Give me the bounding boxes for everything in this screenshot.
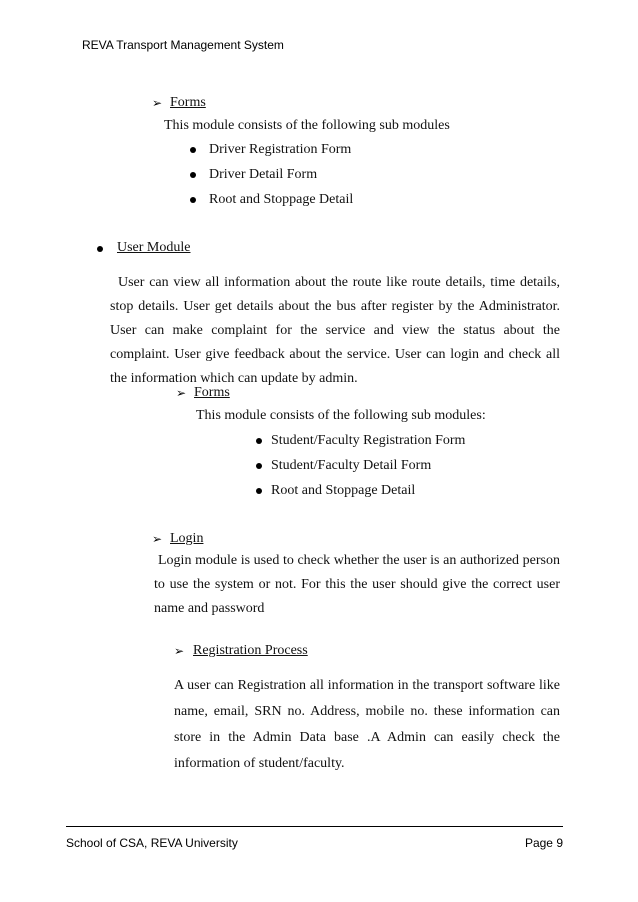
footer-divider — [66, 826, 563, 827]
page-number: Page 9 — [524, 836, 563, 850]
list-item: Driver Detail Form — [209, 167, 318, 182]
registration-paragraph: A user can Registration all information in the transport software like name, email, SRN no. Address, mobile no. these information can store in the Admin Data base .A Admin can easily check the information of student/faculty. — [174, 678, 560, 771]
bullet-icon — [97, 246, 103, 252]
registration-heading: Registration Process — [193, 643, 308, 658]
forms-heading: Forms — [194, 385, 230, 400]
arrow-bullet-icon: ➢ — [176, 386, 187, 400]
forms-intro: This module consists of the following sub modules — [164, 118, 450, 133]
list-item: Driver Registration Form — [209, 142, 352, 157]
bullet-icon — [190, 172, 196, 178]
bullet-icon — [190, 197, 196, 203]
arrow-bullet-icon: ➢ — [152, 532, 163, 546]
footer-school: School of CSA, REVA University — [66, 836, 238, 850]
user-module-heading: User Module — [117, 240, 191, 255]
list-item: Student/Faculty Detail Form — [271, 458, 432, 473]
page-header: REVA Transport Management System — [82, 38, 284, 52]
page-footer — [66, 836, 563, 850]
bullet-icon — [190, 147, 196, 153]
list-item: Root and Stoppage Detail — [209, 192, 354, 207]
list-item: Student/Faculty Registration Form — [271, 433, 466, 448]
bullet-icon — [256, 488, 262, 494]
forms-intro: This module consists of the following sub modules: — [196, 408, 486, 423]
forms-heading: Forms — [170, 95, 206, 110]
arrow-bullet-icon: ➢ — [174, 644, 185, 658]
user-module-paragraph: User can view all information about the route like route details, time details, stop details. User get details about the bus after register by the Administrator. User can make complaint for the service and view the status about the complaint. User give feedback about the service. User can login and check all the information which can update by admin. — [110, 275, 560, 386]
login-paragraph: Login module is used to check whether the user is an authorized person to use the system or not. For this the user should give the correct user name and password — [154, 553, 560, 616]
login-heading: Login — [170, 531, 204, 546]
bullet-icon — [256, 438, 262, 444]
bullet-icon — [256, 463, 262, 469]
list-item: Root and Stoppage Detail — [271, 483, 416, 498]
arrow-bullet-icon: ➢ — [152, 96, 163, 110]
